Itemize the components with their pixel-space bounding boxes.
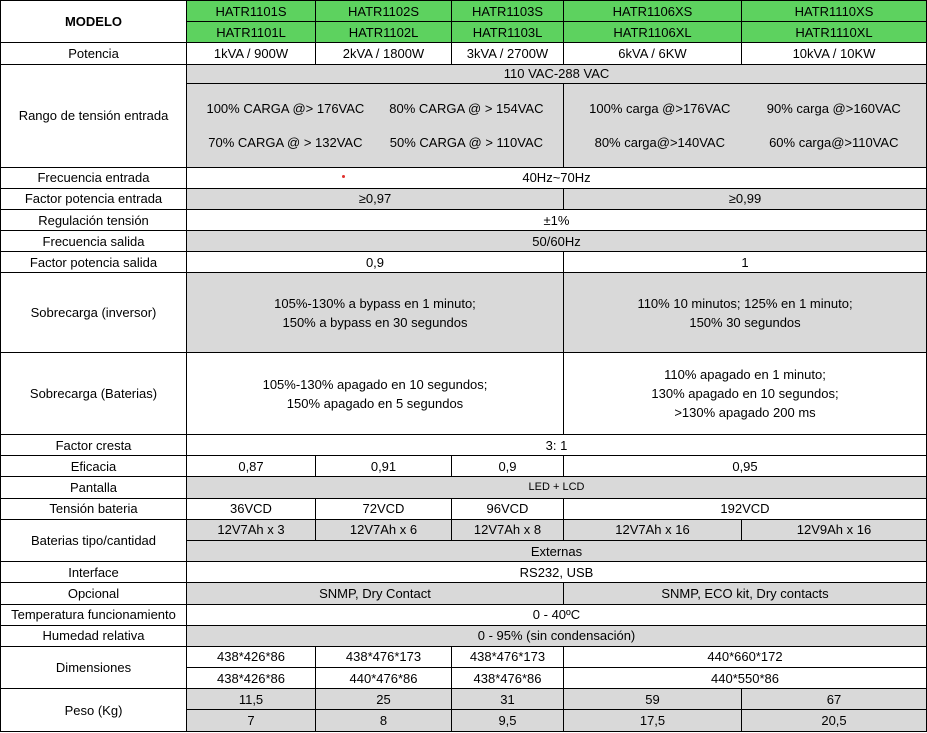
tension-bateria-value-2: 72VCD: [316, 498, 452, 519]
eficacia-value-4: 0,95: [564, 456, 927, 477]
model-top-2: HATR1102S: [316, 1, 452, 22]
dimensiones-bottom-3: 438*476*86: [452, 668, 564, 689]
tension-bateria-label: Tensión bateria: [1, 498, 187, 519]
interface-label: Interface: [1, 562, 187, 583]
model-top-1: HATR1101S: [187, 1, 316, 22]
rango-left-b1: 80% CARGA @ > 154VAC: [389, 100, 544, 116]
potencia-value-4: 6kVA / 6KW: [564, 43, 742, 64]
peso-bottom-1: 7: [187, 710, 316, 732]
humedad-label: Humedad relativa: [1, 625, 187, 646]
sobrecarga-inversor-left-line-2: 150% a bypass en 30 segundos: [282, 314, 468, 330]
sobrecarga-inversor-left: [187, 273, 564, 353]
tension-bateria-value-3: 96VCD: [452, 498, 564, 519]
sobrecarga-baterias-left-line-2: 150% apagado en 5 segundos: [286, 395, 464, 411]
baterias-tipo-label: Baterias tipo/cantidad: [1, 519, 187, 561]
sobrecarga-inversor-right: [564, 273, 927, 353]
baterias-tipo-value-2: 12V7Ah x 6: [316, 519, 452, 540]
potencia-value-2: 2kVA / 1800W: [316, 43, 452, 64]
dimensiones-top-3: 438*476*173: [452, 646, 564, 667]
frecuencia-entrada-value: 40Hz~70Hz: [187, 167, 927, 188]
rango-right-a1: 100% carga @>176VAC: [589, 100, 731, 116]
factor-potencia-salida-left: 0,9: [187, 252, 564, 273]
eficacia-value-3: 0,9: [452, 456, 564, 477]
model-top-4: HATR1106XS: [564, 1, 742, 22]
baterias-externas: Externas: [187, 540, 927, 561]
baterias-tipo-value-3: 12V7Ah x 8: [452, 519, 564, 540]
baterias-tipo-value-1: 12V7Ah x 3: [187, 519, 316, 540]
sobrecarga-baterias-left-line-1: 105%-130% apagado en 10 segundos;: [262, 376, 488, 392]
opcional-left: SNMP, Dry Contact: [187, 583, 564, 604]
model-bottom-3: HATR1103L: [452, 22, 564, 43]
frecuencia-entrada-label: Frecuencia entrada: [1, 167, 187, 188]
dimensiones-label: Dimensiones: [1, 646, 187, 688]
sobrecarga-inversor-left-line-1: 105%-130% a bypass en 1 minuto;: [274, 295, 476, 311]
opcional-label: Opcional: [1, 583, 187, 604]
sobrecarga-inversor-right-line-2: 150% 30 segundos: [689, 314, 801, 330]
rango-left-a2: 70% CARGA @ > 132VAC: [208, 134, 363, 150]
sobrecarga-baterias-left: [187, 353, 564, 435]
sobrecarga-baterias-right-line-2: 130% apagado en 10 segundos;: [651, 386, 839, 402]
model-top-5: HATR1110XS: [742, 1, 927, 22]
peso-top-5: 67: [742, 689, 927, 710]
sobrecarga-baterias-right-line-3: >130% apagado 200 ms: [674, 405, 816, 421]
peso-top-4: 59: [564, 689, 742, 710]
model-bottom-2: HATR1102L: [316, 22, 452, 43]
peso-bottom-5: 20,5: [742, 710, 927, 732]
humedad-value: 0 - 95% (sin condensación): [187, 625, 927, 646]
model-top-3: HATR1103S: [452, 1, 564, 22]
interface-value: RS232, USB: [187, 562, 927, 583]
tension-bateria-value-1: 36VCD: [187, 498, 316, 519]
peso-bottom-4: 17,5: [564, 710, 742, 732]
potencia-value-1: 1kVA / 900W: [187, 43, 316, 64]
pantalla-value: LED + LCD: [187, 477, 927, 498]
temperatura-value: 0 - 40ºC: [187, 604, 927, 625]
dimensiones-top-2: 438*476*173: [316, 646, 452, 667]
sobrecarga-inversor-label: Sobrecarga (inversor): [1, 273, 187, 353]
factor-potencia-salida-right: 1: [564, 252, 927, 273]
peso-label: Peso (Kg): [1, 689, 187, 732]
peso-top-2: 25: [316, 689, 452, 710]
factor-potencia-entrada-left: ≥0,97: [187, 188, 564, 209]
factor-cresta-label: Factor cresta: [1, 435, 187, 456]
peso-top-1: 11,5: [187, 689, 316, 710]
rango-common: 110 VAC-288 VAC: [187, 64, 927, 83]
factor-potencia-entrada-label: Factor potencia entrada: [1, 188, 187, 209]
baterias-tipo-value-4: 12V7Ah x 16: [564, 519, 742, 540]
rango-left: [187, 83, 564, 167]
modelo-label: MODELO: [1, 1, 187, 43]
potencia-label: Potencia: [1, 43, 187, 64]
dimensiones-bottom-4: 440*550*86: [564, 668, 927, 689]
eficacia-label: Eficacia: [1, 456, 187, 477]
dimensiones-top-1: 438*426*86: [187, 646, 316, 667]
rango-left-a1: 100% CARGA @> 176VAC: [206, 100, 365, 116]
model-bottom-1: HATR1101L: [187, 22, 316, 43]
red-dot-mark: [342, 175, 345, 178]
frecuencia-salida-value: 50/60Hz: [187, 231, 927, 252]
dimensiones-bottom-2: 440*476*86: [316, 668, 452, 689]
opcional-right: SNMP, ECO kit, Dry contacts: [564, 583, 927, 604]
model-bottom-5: HATR1110XL: [742, 22, 927, 43]
potencia-value-5: 10kVA / 10KW: [742, 43, 927, 64]
peso-bottom-3: 9,5: [452, 710, 564, 732]
factor-cresta-value: 3: 1: [187, 435, 927, 456]
regulacion-value: ±1%: [187, 209, 927, 230]
sobrecarga-baterias-right-line-1: 110% apagado en 1 minuto;: [664, 367, 826, 383]
rango-right-a2: 80% carga@>140VAC: [594, 134, 725, 150]
regulacion-label: Regulación tensión: [1, 209, 187, 230]
tension-bateria-value-4: 192VCD: [564, 498, 927, 519]
factor-potencia-salida-label: Factor potencia salida: [1, 252, 187, 273]
pantalla-label: Pantalla: [1, 477, 187, 498]
peso-top-3: 31: [452, 689, 564, 710]
rango-label: Rango de tensión entrada: [1, 64, 187, 167]
rango-right-b1: 90% carga @>160VAC: [766, 100, 901, 116]
dimensiones-top-4: 440*660*172: [564, 646, 927, 667]
baterias-tipo-value-5: 12V9Ah x 16: [742, 519, 927, 540]
rango-left-b2: 50% CARGA @ > 110VAC: [389, 134, 544, 150]
eficacia-value-1: 0,87: [187, 456, 316, 477]
sobrecarga-inversor-right-line-1: 110% 10 minutos; 125% en 1 minuto;: [637, 295, 853, 311]
rango-right-b2: 60% carga@>110VAC: [769, 134, 899, 150]
potencia-value-3: 3kVA / 2700W: [452, 43, 564, 64]
dimensiones-bottom-1: 438*426*86: [187, 668, 316, 689]
frecuencia-salida-label: Frecuencia salida: [1, 231, 187, 252]
rango-right: [564, 83, 927, 167]
eficacia-value-2: 0,91: [316, 456, 452, 477]
temperatura-label: Temperatura funcionamiento: [1, 604, 187, 625]
peso-bottom-2: 8: [316, 710, 452, 732]
model-bottom-4: HATR1106XL: [564, 22, 742, 43]
factor-potencia-entrada-right: ≥0,99: [564, 188, 927, 209]
sobrecarga-baterias-label: Sobrecarga (Baterias): [1, 353, 187, 435]
sobrecarga-baterias-right: [564, 353, 927, 435]
